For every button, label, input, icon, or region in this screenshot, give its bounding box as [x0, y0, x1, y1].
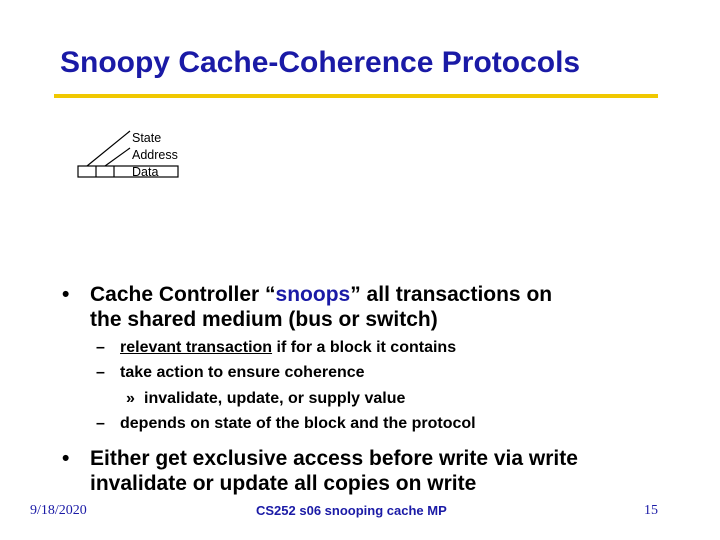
data-label: Data — [132, 165, 159, 179]
sub-bullet-text: take action to ensure coherence — [120, 364, 365, 381]
state-pointer-line — [87, 131, 130, 166]
dash-marker: – — [96, 364, 105, 381]
bullet-line: Either get exclusive access before write via write — [90, 447, 578, 470]
bullet-text: ” all transactions on — [350, 283, 553, 306]
slide-title: Snoopy Cache-Coherence Protocols — [60, 46, 581, 79]
state-label: State — [132, 131, 162, 145]
bullet-text: Cache Controller “ — [90, 283, 276, 306]
cache-line-box — [78, 166, 178, 177]
footer-course: CS252 s06 snooping cache MP — [256, 503, 447, 518]
bullet-line: the shared medium (bus or switch) — [90, 308, 438, 331]
sub-bullet-rest: if for a block it contains — [272, 339, 457, 356]
footer-date: 9/18/2020 — [30, 503, 87, 518]
bullet-line: invalidate or update all copies on write — [90, 472, 477, 495]
chevron-marker: » — [126, 390, 135, 407]
cache-line-diagram — [0, 0, 720, 200]
dash-marker: – — [96, 339, 105, 356]
sub-sub-bullet-text: invalidate, update, or supply value — [144, 390, 406, 407]
sub-bullet-text: depends on state of the block and the protocol — [120, 415, 476, 432]
bullet-marker: • — [62, 447, 70, 470]
address-label: Address — [132, 148, 178, 162]
bullet-marker: • — [62, 283, 70, 306]
page-number: 15 — [644, 503, 658, 518]
bullet-line — [90, 282, 690, 307]
snoops-highlight: snoops — [275, 283, 351, 306]
address-pointer-line — [105, 148, 130, 166]
underlined-term: relevant transaction — [120, 339, 273, 356]
sub-bullet-text — [120, 338, 456, 358]
dash-marker: – — [96, 415, 105, 432]
